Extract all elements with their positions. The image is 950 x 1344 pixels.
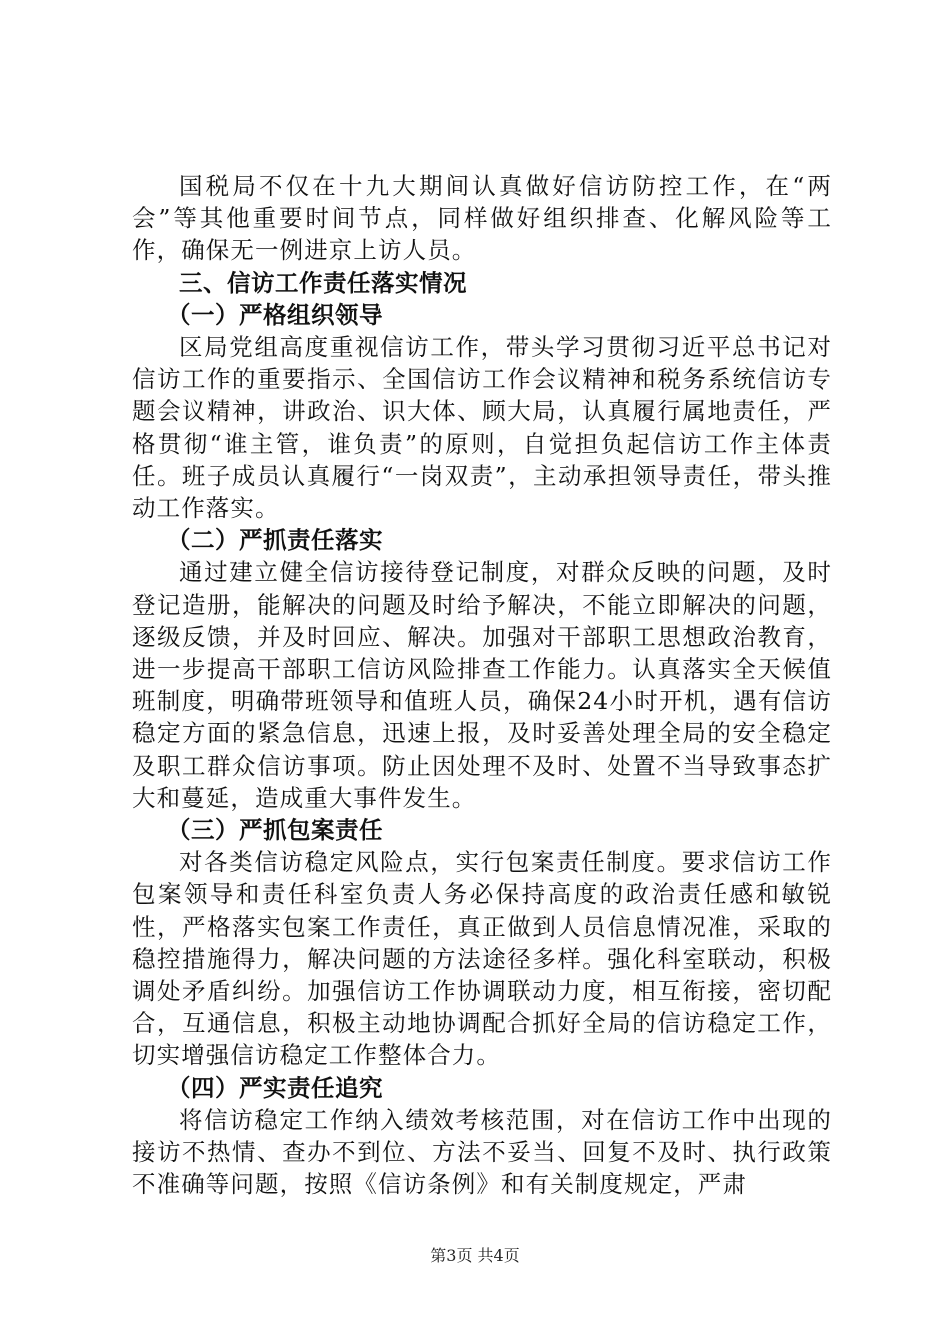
body-paragraph: 将信访稳定工作纳入绩效考核范围，对在信访工作中出现的接访不热情、查办不到位、方法不妥当、回复不及时、执行政策不准确等问题，按照《信访条例》和有关制度规定，严肃: [132, 1105, 832, 1199]
page-footer: 第3页 共4页: [430, 1246, 520, 1265]
subsection-heading: （三）严抓包案责任: [167, 816, 383, 845]
section-heading: 三、信访工作责任落实情况: [179, 268, 467, 297]
body-paragraph: 区局党组高度重视信访工作，带头学习贯彻习近平总书记对信访工作的重要指示、全国信访工作会议精神和税务系统信访专题会议精神，讲政治、识大体、顾大局，认真履行属地责任，严格贯彻“谁主管，谁负责”的原则，自觉担负起信访工作主体责任。班子成员认真履行“一岗双责”，主动承担领导责任，带头推动工作落实。: [132, 333, 832, 523]
body-paragraph: 对各类信访稳定风险点，实行包案责任制度。要求信访工作包案领导和责任科室负责人务必保持高度的政治责任感和敏锐性，严格落实包案工作责任，真正做到人员信息情况准，采取的稳控措施得力，解决问题的方法途径多样。强化科室联动，积极调处矛盾纠纷。加强信访工作协调联动力度，相互衔接，密切配合，互通信息，积极主动地协调配合抓好全局的信访稳定工作，切实增强信访稳定工作整体合力。: [132, 848, 832, 1070]
subsection-heading: （四）严实责任追究: [167, 1073, 383, 1102]
body-paragraph: 通过建立健全信访接待登记制度，对群众反映的问题，及时登记造册，能解决的问题及时给予解决，不能立即解决的问题，逐级反馈，并及时回应、解决。加强对干部职工思想政治教育，进一步提高干部职工信访风险排查工作能力。认真落实全天候值班制度，明确带班领导和值班人员，确保24小时开机，遇有信访稳定方面的紧急信息，迅速上报，及时妥善处理全局的安全稳定及职工群众信访事项。防止因处理不及时、处置不当导致事态扩大和蔓延，造成重大事件发生。: [132, 558, 832, 812]
document-body: [132, 170, 832, 1201]
subsection-heading: （一）严格组织领导: [167, 300, 383, 329]
body-paragraph: 国税局不仅在十九大期间认真做好信访防控工作，在“两会”等其他重要时间节点，同样做好组织排查、化解风险等工作，确保无一例进京上访人员。: [132, 172, 832, 265]
subsection-heading: （二）严抓责任落实: [167, 526, 383, 555]
